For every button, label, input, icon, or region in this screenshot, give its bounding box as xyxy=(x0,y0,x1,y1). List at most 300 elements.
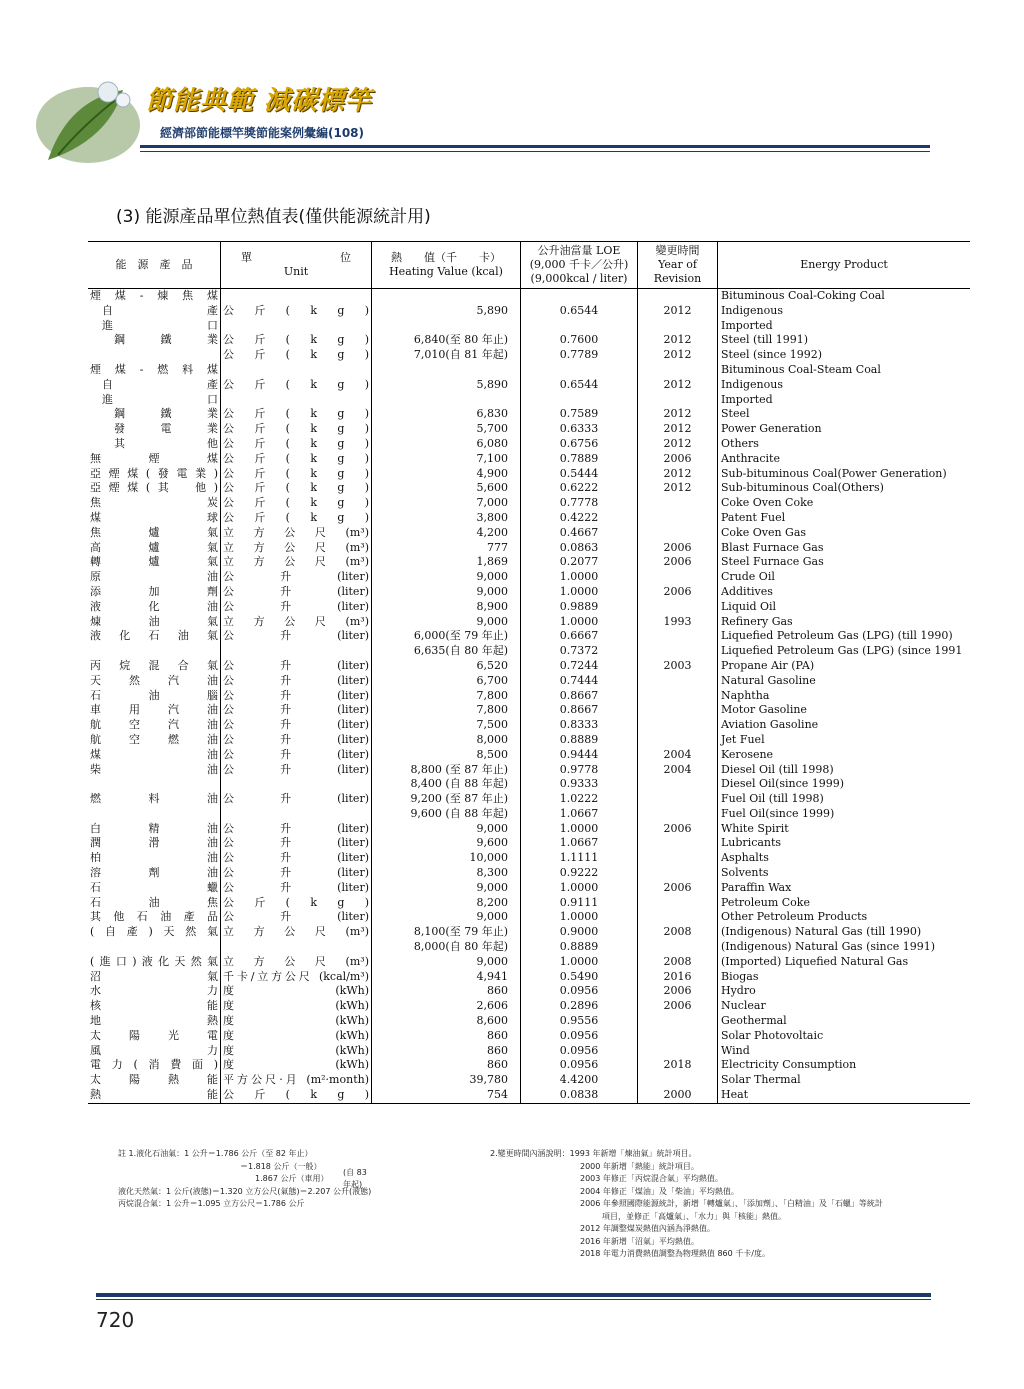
year-cell xyxy=(638,319,718,334)
product-cell: 車用汽油 xyxy=(90,703,218,717)
year-cell: 2006 xyxy=(638,822,718,837)
loe-cell: 0.2896 xyxy=(521,999,638,1014)
heat-cell: 1,869 xyxy=(372,555,521,570)
loe-cell: 0.2077 xyxy=(521,555,638,570)
year-cell xyxy=(638,866,718,881)
energy-product-cell: (Imported) Liquefied Natural Gas xyxy=(718,955,971,970)
product-cell: 液 化 油 xyxy=(90,599,218,613)
table-row xyxy=(88,467,970,482)
unit-cell: 度(kWh) xyxy=(221,1058,372,1073)
unit-cell: 公升(liter) xyxy=(221,674,372,689)
table-row xyxy=(88,984,970,999)
heat-cell: 10,000 xyxy=(372,851,521,866)
year-cell: 2012 xyxy=(638,481,718,496)
unit-cell: 公 斤 ( k g ) xyxy=(221,333,372,348)
note-line: 2004 年修正「煤油」及「柴油」平均熱值。 xyxy=(580,1186,739,1196)
product-cell: 核 能 xyxy=(90,999,218,1013)
heat-cell: 9,000 xyxy=(372,585,521,600)
energy-product-cell: Indigenous xyxy=(718,304,971,319)
energy-product-cell: Coke Oven Gas xyxy=(718,526,971,541)
note-line: 1.867 公斤（車用） xyxy=(255,1174,329,1183)
year-cell xyxy=(638,851,718,866)
unit-cell: 公 斤 ( k g ) xyxy=(221,378,372,393)
year-cell: 2012 xyxy=(638,304,718,319)
year-cell xyxy=(638,496,718,511)
energy-product-cell: Bituminous Coal-Coking Coal xyxy=(718,289,971,304)
table-row xyxy=(88,703,970,718)
product-cell: 太陽熱能 xyxy=(90,1073,218,1087)
product-cell: 原 油 xyxy=(90,570,218,584)
unit-cell: 公 斤 ( k g ) xyxy=(221,348,372,363)
product-cell: 石 油 腦 xyxy=(90,688,218,702)
energy-product-cell: Additives xyxy=(718,585,971,600)
year-cell xyxy=(638,733,718,748)
loe-cell: 0.7244 xyxy=(521,659,638,674)
loe-cell: 1.0000 xyxy=(521,822,638,837)
note-line: 2.變更時間內涵說明：1993 年新增「煉油氣」統計項目。 xyxy=(490,1149,697,1158)
loe-cell: 0.7889 xyxy=(521,452,638,467)
heat-cell: 4,941 xyxy=(372,970,521,985)
note-line: 2003 年修正「丙烷混合氣」平均熱值。 xyxy=(580,1174,723,1183)
year-cell xyxy=(638,1044,718,1059)
table-row xyxy=(88,718,970,733)
unit-cell: 度(kWh) xyxy=(221,1029,372,1044)
unit-cell: 公 斤 ( k g ) xyxy=(221,1088,372,1103)
product-cell xyxy=(88,807,221,822)
energy-product-cell: (Indigenous) Natural Gas (since 1991) xyxy=(718,940,971,955)
table-row xyxy=(88,940,970,955)
product-cell: 風 力 xyxy=(90,1043,218,1057)
energy-product-cell: Steel (till 1991) xyxy=(718,333,971,348)
table-row xyxy=(88,763,970,778)
year-cell xyxy=(638,393,718,408)
energy-product-cell: Crude Oil xyxy=(718,570,971,585)
unit-cell: 公升(liter) xyxy=(221,851,372,866)
loe-cell: 0.6756 xyxy=(521,437,638,452)
unit-cell: 公升(liter) xyxy=(221,866,372,881)
product-cell: 丙烷混合氣 xyxy=(90,658,218,672)
table-row xyxy=(88,304,970,319)
year-cell: 2012 xyxy=(638,333,718,348)
footer-rule xyxy=(96,1293,931,1297)
year-cell xyxy=(638,896,718,911)
year-cell: 1993 xyxy=(638,615,718,630)
heat-cell: 39,780 xyxy=(372,1073,521,1088)
loe-cell: 0.8667 xyxy=(521,689,638,704)
energy-product-cell: Sub-bituminous Coal(Others) xyxy=(718,481,971,496)
unit-cell: 公升(liter) xyxy=(221,792,372,807)
table-row xyxy=(88,378,970,393)
loe-cell: 1.0000 xyxy=(521,955,638,970)
table-row xyxy=(88,585,970,600)
energy-product-cell: Hydro xyxy=(718,984,971,999)
loe-cell: 0.0956 xyxy=(521,1044,638,1059)
loe-cell: 0.7372 xyxy=(521,644,638,659)
heat-cell xyxy=(372,393,521,408)
loe-cell: 0.8333 xyxy=(521,718,638,733)
heat-cell: 7,100 xyxy=(372,452,521,467)
unit-cell: 度(kWh) xyxy=(221,1044,372,1059)
loe-cell: 1.0000 xyxy=(521,910,638,925)
energy-product-cell: Indigenous xyxy=(718,378,971,393)
loe-cell: 0.9000 xyxy=(521,925,638,940)
note-line: 2016 年新增「沼氣」平均熱值。 xyxy=(580,1236,699,1246)
heat-cell: 8,200 xyxy=(372,896,521,911)
year-cell: 2012 xyxy=(638,378,718,393)
year-cell xyxy=(638,807,718,822)
product-cell: 煉 油 氣 xyxy=(90,614,218,628)
heat-cell: 7,000 xyxy=(372,496,521,511)
energy-product-cell: Petroleum Coke xyxy=(718,896,971,911)
table-row xyxy=(88,925,970,940)
loe-cell: 1.0000 xyxy=(521,881,638,896)
heat-cell: 860 xyxy=(372,1058,521,1073)
heat-cell: 8,800 (至 87 年止) xyxy=(372,763,521,778)
energy-product-cell: Propane Air (PA) xyxy=(718,659,971,674)
heat-cell: 5,700 xyxy=(372,422,521,437)
year-cell xyxy=(638,674,718,689)
year-cell xyxy=(638,363,718,378)
table-row xyxy=(88,748,970,763)
unit-cell: 公 斤 ( k g ) xyxy=(221,452,372,467)
year-cell xyxy=(638,718,718,733)
product-cell: 航空汽油 xyxy=(90,718,218,732)
loe-cell: 0.0956 xyxy=(521,1029,638,1044)
product-cell: 沼 氣 xyxy=(90,969,218,983)
unit-cell: 公升(liter) xyxy=(221,836,372,851)
energy-product-cell: Steel (since 1992) xyxy=(718,348,971,363)
heat-cell: 8,400 (自 88 年起) xyxy=(372,777,521,792)
heat-cell: 4,200 xyxy=(372,526,521,541)
year-cell xyxy=(638,600,718,615)
year-cell: 2008 xyxy=(638,955,718,970)
col-product: 能 源 產 品 xyxy=(88,242,221,289)
loe-cell: 0.9778 xyxy=(521,763,638,778)
product-cell: 太陽光電 xyxy=(90,1028,218,1042)
unit-cell: 度(kWh) xyxy=(221,1014,372,1029)
unit-cell xyxy=(221,289,372,304)
unit-cell: 公 斤 ( k g ) xyxy=(221,481,372,496)
table-row xyxy=(88,807,970,822)
year-cell xyxy=(638,910,718,925)
table-row xyxy=(88,1073,970,1088)
unit-cell: 公升(liter) xyxy=(221,689,372,704)
table-row xyxy=(88,541,970,556)
col-year: 變更時間 Year of Revision xyxy=(638,242,718,289)
table-row xyxy=(88,511,970,526)
heat-cell: 8,600 xyxy=(372,1014,521,1029)
energy-product-cell: Other Petroleum Products xyxy=(718,910,971,925)
loe-cell: 1.0667 xyxy=(521,836,638,851)
heat-cell: 5,890 xyxy=(372,378,521,393)
loe-cell: 0.8889 xyxy=(521,940,638,955)
header-rule xyxy=(140,145,930,148)
energy-product-cell: Nuclear xyxy=(718,999,971,1014)
loe-cell xyxy=(521,319,638,334)
year-cell: 2006 xyxy=(638,541,718,556)
table-row xyxy=(88,333,970,348)
unit-cell: 公 斤 ( k g ) xyxy=(221,467,372,482)
table-row xyxy=(88,881,970,896)
notes-left xyxy=(118,1148,371,1211)
product-cell xyxy=(88,777,221,792)
year-cell: 2012 xyxy=(638,467,718,482)
loe-cell: 0.7789 xyxy=(521,348,638,363)
page-number: 720 xyxy=(96,1308,135,1332)
table-row xyxy=(88,689,970,704)
energy-product-cell: Paraffin Wax xyxy=(718,881,971,896)
table-row xyxy=(88,437,970,452)
slogan: 節能典範 減碳標竿 xyxy=(146,86,373,116)
year-cell: 2000 xyxy=(638,1088,718,1103)
energy-product-cell: Lubricants xyxy=(718,836,971,851)
heat-cell: 777 xyxy=(372,541,521,556)
loe-cell: 0.5490 xyxy=(521,970,638,985)
energy-product-cell: (Indigenous) Natural Gas (till 1990) xyxy=(718,925,971,940)
product-cell: 鋼 鐵 業 xyxy=(114,407,218,421)
loe-cell: 0.6667 xyxy=(521,629,638,644)
product-cell: 電力(消費面) xyxy=(90,1058,218,1072)
year-cell: 2006 xyxy=(638,555,718,570)
product-cell: 燃 料 油 xyxy=(90,792,218,806)
unit-cell: 立方公尺(m³) xyxy=(221,925,372,940)
loe-cell: 0.9889 xyxy=(521,600,638,615)
unit-cell: 千卡/立方公尺 (kcal/m³) xyxy=(221,970,372,985)
energy-product-cell: Fuel Oil(since 1999) xyxy=(718,807,971,822)
heat-cell: 9,000 xyxy=(372,570,521,585)
product-cell: (自產)天然氣 xyxy=(90,925,218,939)
energy-product-cell: Electricity Consumption xyxy=(718,1058,971,1073)
year-cell: 2006 xyxy=(638,585,718,600)
heat-cell: 5,600 xyxy=(372,481,521,496)
year-cell xyxy=(638,940,718,955)
unit-cell: 平方公尺·月 (m²·month) xyxy=(221,1073,372,1088)
brace-note: (自 83 年起) xyxy=(343,1167,367,1189)
table-row xyxy=(88,836,970,851)
unit-cell: 公 斤 ( k g ) xyxy=(221,496,372,511)
energy-product-cell: Natural Gasoline xyxy=(718,674,971,689)
loe-cell: 0.7589 xyxy=(521,407,638,422)
col-unit: 單 位 Unit xyxy=(221,242,372,289)
product-cell: 焦 爐 氣 xyxy=(90,525,218,539)
loe-cell: 0.7778 xyxy=(521,496,638,511)
loe-cell: 0.9444 xyxy=(521,748,638,763)
unit-cell xyxy=(221,940,372,955)
heat-cell: 7,800 xyxy=(372,689,521,704)
unit-cell: 立方公尺(m³) xyxy=(221,541,372,556)
header-rule-thin xyxy=(140,151,930,152)
heat-cell: 6,830 xyxy=(372,407,521,422)
energy-product-cell: Aviation Gasoline xyxy=(718,718,971,733)
product-cell: 進 口 xyxy=(102,392,218,406)
heat-cell: 9,000 xyxy=(372,615,521,630)
notes-right xyxy=(490,1148,883,1261)
energy-product-cell: Diesel Oil (till 1998) xyxy=(718,763,971,778)
energy-product-cell: Solvents xyxy=(718,866,971,881)
heat-cell: 5,890 xyxy=(372,304,521,319)
product-cell: 轉 爐 氣 xyxy=(90,555,218,569)
unit-cell: 度(kWh) xyxy=(221,999,372,1014)
year-cell xyxy=(638,1014,718,1029)
note-line: 丙烷混合氣：1 公升＝1.095 立方公尺＝1.786 公斤 xyxy=(118,1199,305,1208)
unit-cell: 公升(liter) xyxy=(221,600,372,615)
loe-cell: 1.0000 xyxy=(521,615,638,630)
product-cell: 白 精 油 xyxy=(90,821,218,835)
heat-cell: 9,200 (至 87 年止) xyxy=(372,792,521,807)
note-line: 2006 年參照國際能源統計，新增「轉爐氣」、「添加劑」、「白精油」及「石蠟」等統計 xyxy=(580,1199,883,1208)
unit-cell: 公升(liter) xyxy=(221,659,372,674)
product-cell xyxy=(88,940,221,955)
energy-product-cell: Blast Furnace Gas xyxy=(718,541,971,556)
heat-cell xyxy=(372,319,521,334)
note-line: 液化天然氣：1 公斤(液態)＝1.320 立方公尺(氣態)＝2.207 公升(液態) xyxy=(118,1186,372,1196)
unit-cell: 公升(liter) xyxy=(221,910,372,925)
heat-cell: 8,500 xyxy=(372,748,521,763)
heat-cell: 7,500 xyxy=(372,718,521,733)
energy-product-cell: Geothermal xyxy=(718,1014,971,1029)
loe-cell: 0.0956 xyxy=(521,984,638,999)
loe-cell: 0.6222 xyxy=(521,481,638,496)
energy-product-cell: Kerosene xyxy=(718,748,971,763)
heat-cell: 6,080 xyxy=(372,437,521,452)
year-cell: 2012 xyxy=(638,437,718,452)
table-row xyxy=(88,407,970,422)
energy-product-cell: Jet Fuel xyxy=(718,733,971,748)
loe-cell xyxy=(521,289,638,304)
product-cell: 發 電 業 xyxy=(114,422,218,436)
product-cell: (進口)液化天然氣 xyxy=(90,954,218,968)
unit-cell: 立方公尺(m³) xyxy=(221,555,372,570)
table-row xyxy=(88,822,970,837)
heat-cell: 8,000 xyxy=(372,733,521,748)
heat-cell: 3,800 xyxy=(372,511,521,526)
heat-cell: 6,700 xyxy=(372,674,521,689)
table-row xyxy=(88,851,970,866)
unit-cell: 公 斤 ( k g ) xyxy=(221,422,372,437)
year-cell xyxy=(638,526,718,541)
loe-cell: 1.0000 xyxy=(521,585,638,600)
energy-product-cell: Imported xyxy=(718,393,971,408)
section-title: (3) 能源產品單位熱值表(僅供能源統計用) xyxy=(116,207,431,227)
unit-cell: 公 斤 ( k g ) xyxy=(221,437,372,452)
year-cell xyxy=(638,570,718,585)
year-cell: 2006 xyxy=(638,452,718,467)
unit-cell: 公升(liter) xyxy=(221,733,372,748)
loe-cell: 1.0222 xyxy=(521,792,638,807)
heat-cell: 7,010(自 81 年起) xyxy=(372,348,521,363)
heat-cell: 2,606 xyxy=(372,999,521,1014)
footer-rule-thin xyxy=(96,1299,931,1300)
unit-cell: 公 斤 ( k g ) xyxy=(221,896,372,911)
unit-cell: 公升(liter) xyxy=(221,748,372,763)
product-cell: 溶 劑 油 xyxy=(90,866,218,880)
energy-product-cell: Motor Gasoline xyxy=(718,703,971,718)
energy-product-cell: Steel Furnace Gas xyxy=(718,555,971,570)
energy-product-cell: Sub-bituminous Coal(Power Generation) xyxy=(718,467,971,482)
year-cell: 2004 xyxy=(638,748,718,763)
table-row xyxy=(88,629,970,644)
table-row xyxy=(88,363,970,378)
product-cell: 航空燃油 xyxy=(90,732,218,746)
table-row xyxy=(88,1014,970,1029)
product-cell: 石 油 焦 xyxy=(90,895,218,909)
product-cell: 其 他 xyxy=(114,436,218,450)
table-row xyxy=(88,866,970,881)
table-row xyxy=(88,481,970,496)
energy-product-cell: Solar Thermal xyxy=(718,1073,971,1088)
loe-cell: 0.4222 xyxy=(521,511,638,526)
year-cell: 2018 xyxy=(638,1058,718,1073)
heat-cell: 860 xyxy=(372,1029,521,1044)
product-cell: 水 力 xyxy=(90,984,218,998)
year-cell xyxy=(638,629,718,644)
unit-cell: 立方公尺(m³) xyxy=(221,615,372,630)
energy-product-cell: Liquid Oil xyxy=(718,600,971,615)
product-cell: 焦 炭 xyxy=(90,496,218,510)
table-row xyxy=(88,422,970,437)
unit-cell: 公升(liter) xyxy=(221,585,372,600)
unit-cell: 公升(liter) xyxy=(221,629,372,644)
year-cell xyxy=(638,703,718,718)
year-cell: 2006 xyxy=(638,999,718,1014)
product-cell: 地 熱 xyxy=(90,1014,218,1028)
product-cell: 煤 球 xyxy=(90,510,218,524)
product-cell: 石 蠟 xyxy=(90,880,218,894)
loe-cell: 0.9333 xyxy=(521,777,638,792)
heat-cell: 8,300 xyxy=(372,866,521,881)
year-cell xyxy=(638,511,718,526)
unit-cell: 公升(liter) xyxy=(221,570,372,585)
col-heat: 熱 值（千 卡） Heating Value (kcal) xyxy=(372,242,521,289)
table-row xyxy=(88,570,970,585)
unit-cell: 立方公尺(m³) xyxy=(221,526,372,541)
table-row xyxy=(88,659,970,674)
heat-cell: 9,000 xyxy=(372,881,521,896)
note-line: ＝1.818 公斤（一般） xyxy=(240,1161,322,1171)
unit-cell: 公升(liter) xyxy=(221,881,372,896)
heat-cell: 6,000(至 79 年止) xyxy=(372,629,521,644)
heating-value-table xyxy=(88,241,970,1104)
heat-cell: 9,600 xyxy=(372,836,521,851)
heat-cell: 6,635(自 80 年起) xyxy=(372,644,521,659)
energy-product-cell: Wind xyxy=(718,1044,971,1059)
unit-cell xyxy=(221,319,372,334)
heat-cell: 9,000 xyxy=(372,822,521,837)
note-line: 2000 年新增「熱能」統計項目。 xyxy=(580,1161,699,1171)
unit-cell: 公升(liter) xyxy=(221,703,372,718)
product-cell: 潤 滑 油 xyxy=(90,836,218,850)
loe-cell: 4.4200 xyxy=(521,1073,638,1088)
table-row xyxy=(88,644,970,659)
table-row xyxy=(88,393,970,408)
table-row xyxy=(88,289,970,304)
note-line: 註 1.液化石油氣：1 公升＝1.786 公斤（至 82 年止） xyxy=(118,1149,313,1158)
loe-cell: 0.8889 xyxy=(521,733,638,748)
table-row xyxy=(88,896,970,911)
loe-cell: 0.4667 xyxy=(521,526,638,541)
loe-cell: 0.5444 xyxy=(521,467,638,482)
loe-cell: 0.7600 xyxy=(521,333,638,348)
year-cell xyxy=(638,792,718,807)
table-header-row xyxy=(88,242,970,289)
year-cell xyxy=(638,836,718,851)
loe-cell: 0.6333 xyxy=(521,422,638,437)
heat-cell: 9,600 (自 88 年起) xyxy=(372,807,521,822)
heat-cell: 7,800 xyxy=(372,703,521,718)
year-cell: 2012 xyxy=(638,407,718,422)
heat-cell: 860 xyxy=(372,1044,521,1059)
energy-product-cell: Others xyxy=(718,437,971,452)
